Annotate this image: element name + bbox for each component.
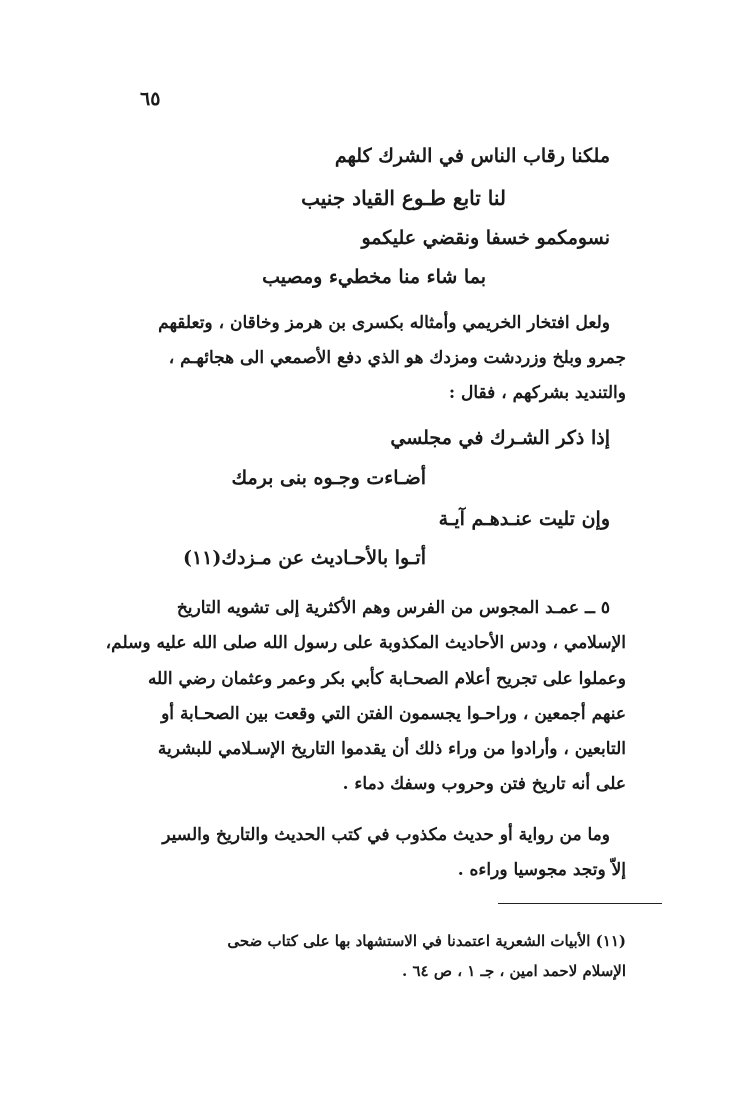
paragraph1-line-1: ولعل افتخار الخريمي وأمثاله بكسرى بن هرمز وخاقان ، وتعلقهم <box>158 313 610 333</box>
paragraph1-line-2: جمرو وبلخ وزردشت ومزدك هو الذي دفع الأصمعي الى هجائهـم ، <box>168 348 626 368</box>
footnote-separator <box>498 903 662 904</box>
poem2-line-4: أتـوا بالأحـاديث عن مـزدك(١١) <box>182 547 426 569</box>
paragraph2-line-5: التابعين ، وأرادوا من وراء ذلك أن يقدموا التاريخ الإسـلامي للبشرية <box>157 739 626 759</box>
poem1-line-2: لنا تابع طـوع القياد جنيب <box>301 186 506 210</box>
poem1-line-1: ملكنا رقاب الناس في الشرك كلهم <box>334 145 610 167</box>
paragraph2-line-4: عنهم أجمعين ، وراحـوا يجسمون الفتن التي وقعت بين الصحـابة أو <box>161 704 626 724</box>
poem1-line-3: نسومكمو خسفا ونقضي عليكمو <box>361 227 610 249</box>
paragraph2-line-6: على أنه تاريخ فتن وحروب وسفك دماء . <box>342 774 626 794</box>
paragraph1-line-3: والتنديد بشركهم ، فقال : <box>448 383 626 403</box>
poem1-line-4: بما شاء منا مخطيء ومصيب <box>262 266 486 288</box>
paragraph2-line-3: وعملوا على تجريح أعلام الصحـابة كأبي بكر وعمر وعثمان رضي الله <box>147 669 626 689</box>
poem2-line-2: أضـاءت وجـوه بنى برمك <box>231 467 426 489</box>
paragraph3-line-1: وما من رواية أو حديث مكذوب في كتب الحديث والتاريخ والسير <box>162 825 610 845</box>
footnote-line-2: الإسلام لاحمد امين ، جـ ١ ، ص ٦٤ . <box>402 962 626 980</box>
paragraph3-line-2: إلاّ وتجد مجوسيا وراءه . <box>457 860 626 880</box>
paragraph2-line-1: ٥ ــ عمـد المجوس من الفرس وهم الأكثرية إلى تشويه التاريخ <box>176 598 610 618</box>
page-number: ٦٥ <box>140 88 161 110</box>
footnote-line-1: (١١) الأبيات الشعرية اعتمدنا في الاستشهاد بها على كتاب ضحى <box>227 932 626 950</box>
poem2-line-1: إذا ذكر الشـرك في مجلسي <box>390 427 610 449</box>
poem2-line-3: وإن تليت عنـدهـم آيـة <box>438 508 610 530</box>
paragraph2-line-2: الإسلامي ، ودس الأحاديث المكذوبة على رسول الله صلى الله عليه وسلم، <box>105 633 626 653</box>
